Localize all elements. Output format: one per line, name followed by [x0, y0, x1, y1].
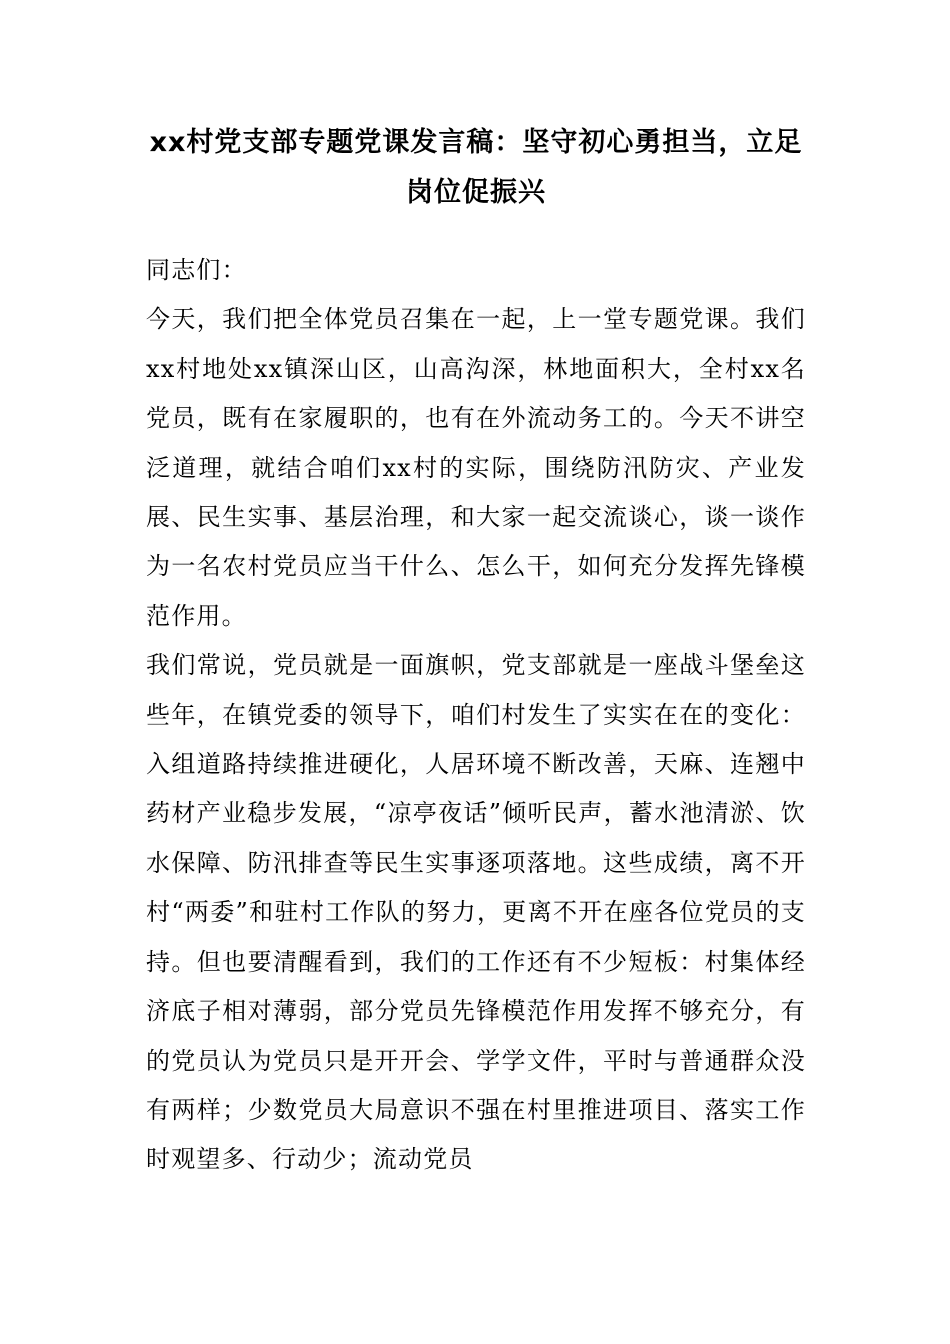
document-title: xx村党支部专题党课发言稿：坚守初心勇担当，立足岗位促振兴 [149, 127, 803, 208]
paragraph-1: 今天，我们把全体党员召集在一起，上一堂专题党课。我们xx村地处xx镇深山区，山高沟深，林地面积大，全村xx名党员，既有在家履职的，也有在外流动务工的。今天不讲空泛道理，就结合咱们xx村的实际，围绕防汛防灾、产业发展、民生实事、基层治理，和大家一起交流谈心，谈一谈作为一名农村党员应当干什么、怎么干，如何充分发挥先锋模范作用。 [146, 305, 806, 630]
document-body [146, 246, 806, 1185]
salutation: 同志们： [146, 256, 247, 284]
paragraph-2: 我们常说，党员就是一面旗帜，党支部就是一座战斗堡垒这些年，在镇党委的领导下，咱们村发生了实实在在的变化：入组道路持续推进硬化，人居环境不断改善，天麻、连翘中药材产业稳步发展，“凉亭夜话”倾听民声，蓄水池清淤、饮水保障、防汛排查等民生实事逐项落地。这些成绩，离不开村“两委”和驻村工作队的努力，更离不开在座各位党员的支持。但也要清醒看到，我们的工作还有不少短板：村集体经济底子相对薄弱，部分党员先锋模范作用发挥不够充分，有的党员认为党员只是开开会、学学文件，平时与普通群众没有两样；少数党员大局意识不强在村里推进项目、落实工作时观望多、行动少；流动党员 [146, 651, 806, 1174]
